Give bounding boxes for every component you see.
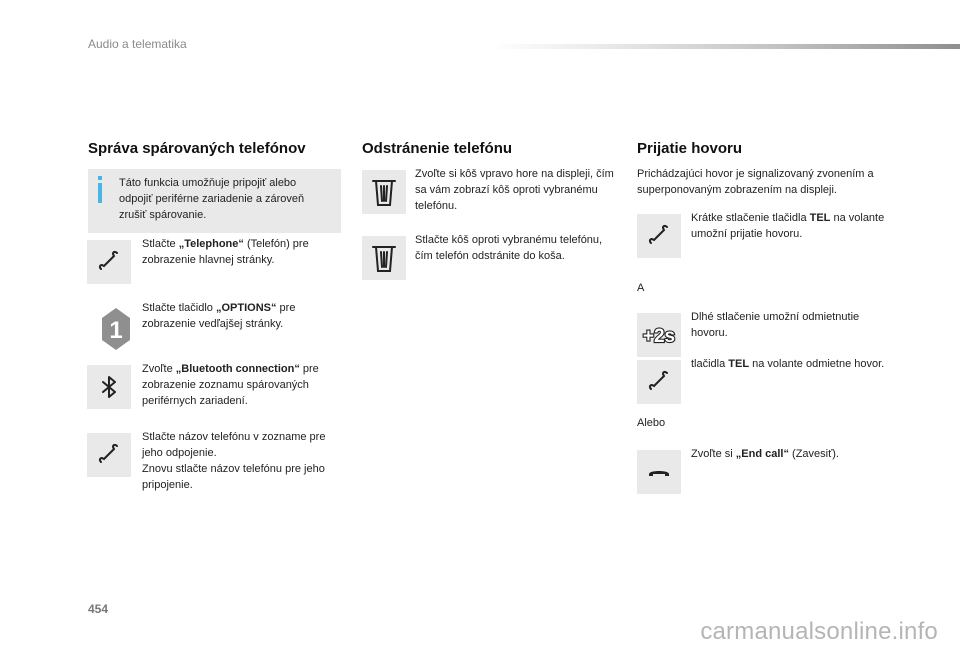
- info-icon: [98, 183, 102, 203]
- phone-icon: [87, 240, 131, 284]
- long-press-reject: Dlhé stlačenie umožní odmietnutie hovoru.: [691, 311, 860, 339]
- info-icon-dot: [98, 176, 102, 180]
- svg-text:1: 1: [109, 317, 123, 344]
- step-1-badge: [101, 307, 131, 351]
- header-title: Audio a telematika: [88, 37, 187, 51]
- bluetooth-icon: [87, 365, 131, 409]
- header-divider-bar: [488, 44, 960, 49]
- section-title-paired-phones: Správa spárovaných telefónov: [88, 140, 306, 157]
- phone-icon: [637, 360, 681, 404]
- step-select-trash: Zvoľte si kôš vpravo hore na displeji, čím sa vám zobrazí kôš oproti vybranému telefónu.: [415, 168, 614, 212]
- incoming-call-intro: Prichádzajúci hovor je signalizovaný zvonením a superponovaným zobrazením na displeji.: [637, 168, 874, 196]
- end-call-step: Zvoľte si „End call“ (Zavesiť).: [691, 448, 839, 460]
- trash-icon: [362, 236, 406, 280]
- section-title-delete-phone: Odstránenie telefónu: [362, 140, 513, 157]
- phone-icon: [87, 433, 131, 477]
- page-number: 454: [88, 602, 109, 616]
- short-press-tel: Krátke stlačenie tlačidla TEL na volante umožní prijatie hovoru.: [691, 212, 885, 240]
- hang-up-icon: [637, 450, 681, 494]
- conjunction-and: A: [637, 282, 645, 294]
- step-options: Stlačte tlačidlo „OPTIONS“ pre zobrazenie vedľajšej stránky.: [142, 302, 296, 330]
- step-press-trash: Stlačte kôš oproti vybranému telefónu, čím telefón odstránite do koša.: [415, 234, 603, 262]
- step-bluetooth-connection: Zvoľte „Bluetooth connection“ pre zobrazenie zoznamu spárovaných periférnych zariadení.: [142, 363, 319, 407]
- svg-text:+2s: +2s: [642, 326, 676, 347]
- watermark: carmanualsonline.info: [700, 618, 938, 645]
- info-text: Táto funkcia umožňuje pripojiť alebo odpojiť periférne zariadenie a zároveň zrušiť spárovanie.: [119, 177, 305, 221]
- section-title-receive-call: Prijatie hovoru: [637, 140, 743, 157]
- tel-reject: tlačidla TEL na volante odmietne hovor.: [691, 358, 885, 370]
- hold-2s-icon: [637, 313, 681, 357]
- phone-icon: [637, 214, 681, 258]
- conjunction-or: Alebo: [637, 417, 666, 429]
- trash-icon: [362, 170, 406, 214]
- step-telephone: Stlačte „Telephone“ (Telefón) pre zobrazenie hlavnej stránky.: [142, 238, 309, 266]
- step-select-phone: Stlačte názov telefónu v zozname pre jeho odpojenie. Znovu stlačte názov telefónu pre jeho pripojenie.: [142, 431, 326, 491]
